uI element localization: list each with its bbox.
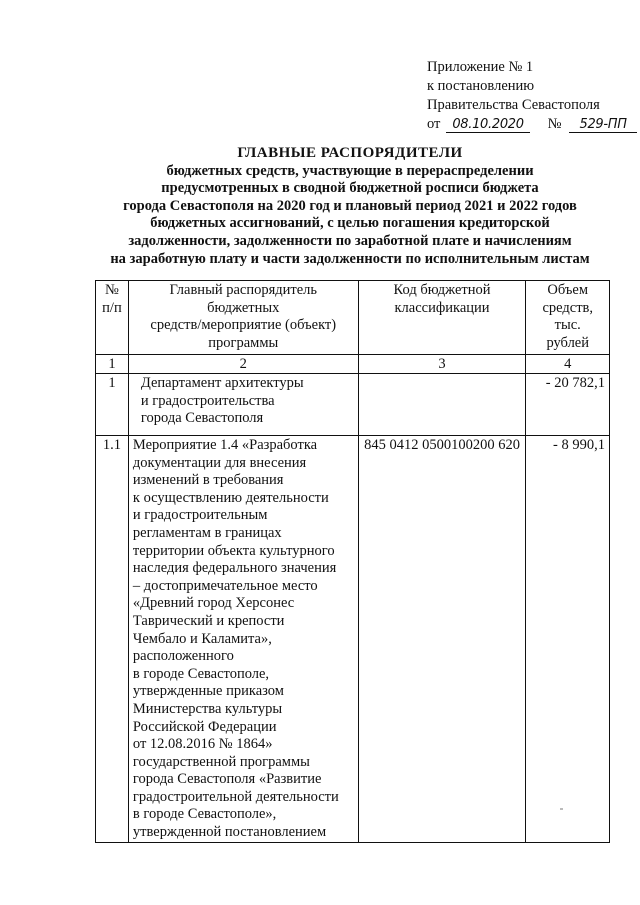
header-manager: Главный распорядитель бюджетных средств/мероприятие (объект) программы	[128, 281, 358, 355]
column-number: 1	[96, 355, 129, 374]
row-num: 1.1	[96, 436, 129, 843]
column-number: 3	[358, 355, 526, 374]
table-row	[96, 436, 610, 843]
heading-title: ГЛАВНЫЕ РАСПОРЯДИТЕЛИ	[237, 145, 463, 161]
row-name: Департамент архитектуры и градостроительства города Севастополя	[128, 374, 358, 436]
table-row	[96, 374, 610, 436]
column-number-row	[96, 355, 610, 374]
appendix-line-2: к постановлению	[427, 78, 535, 94]
heading-line: бюджетных средств, участвующие в перераспределении	[166, 162, 534, 179]
heading-line: бюджетных ассигнований, с целью погашения кредиторской	[150, 215, 550, 232]
table-header-row	[96, 281, 610, 355]
heading-line: на заработную плату и части задолженности по исполнительным листам	[110, 250, 590, 267]
row-num: 1	[96, 374, 129, 436]
appendix-line-1: Приложение № 1	[427, 59, 534, 75]
handwritten-number: 529-ПП	[569, 118, 637, 133]
appendix-block	[427, 58, 637, 134]
header-amount: Объем средств, тыс. рублей	[526, 281, 610, 355]
document-heading	[90, 145, 610, 268]
handwritten-date: 08.10.2020	[446, 118, 530, 133]
row-name: Мероприятие 1.4 «Разработка документации для внесения изменений в требования к осуществлению деятельности и градостроительным регламентам в границах территории объекта культурного наследия федерального значения – достопримечательное место «Древний город Херсонес Таврический и крепости Чембало и Каламита», расположенного в городе Севастополе, утвержденные приказом Министерства культуры Российской Федерации от 12.08.2016 № 1864» государственной программы города Севастополя «Развитие градостроительной деятельности в городе Севастополе», утвержденной постановлением	[128, 436, 358, 843]
row-code	[358, 374, 526, 436]
appendix-line-3: Правительства Севастополя	[427, 97, 600, 113]
budget-table	[95, 280, 610, 843]
heading-line: предусмотренных в сводной бюджетной росписи бюджета	[161, 180, 539, 197]
scan-speck	[560, 808, 563, 810]
column-number: 2	[128, 355, 358, 374]
heading-line: задолженности, задолженности по заработной плате и начислениям	[128, 232, 572, 249]
column-number: 4	[526, 355, 610, 374]
appendix-date-line	[427, 115, 637, 134]
heading-line: города Севастополя на 2020 год и плановый период 2021 и 2022 годов	[123, 197, 577, 214]
number-prefix: №	[547, 116, 562, 132]
row-code: 845 0412 0500100200 620	[358, 436, 526, 843]
row-amount: - 8 990,1	[526, 436, 610, 843]
row-amount: - 20 782,1	[526, 374, 610, 436]
header-num: № п/п	[96, 281, 129, 355]
date-prefix: от	[427, 116, 441, 132]
header-code: Код бюджетной классификации	[358, 281, 526, 355]
